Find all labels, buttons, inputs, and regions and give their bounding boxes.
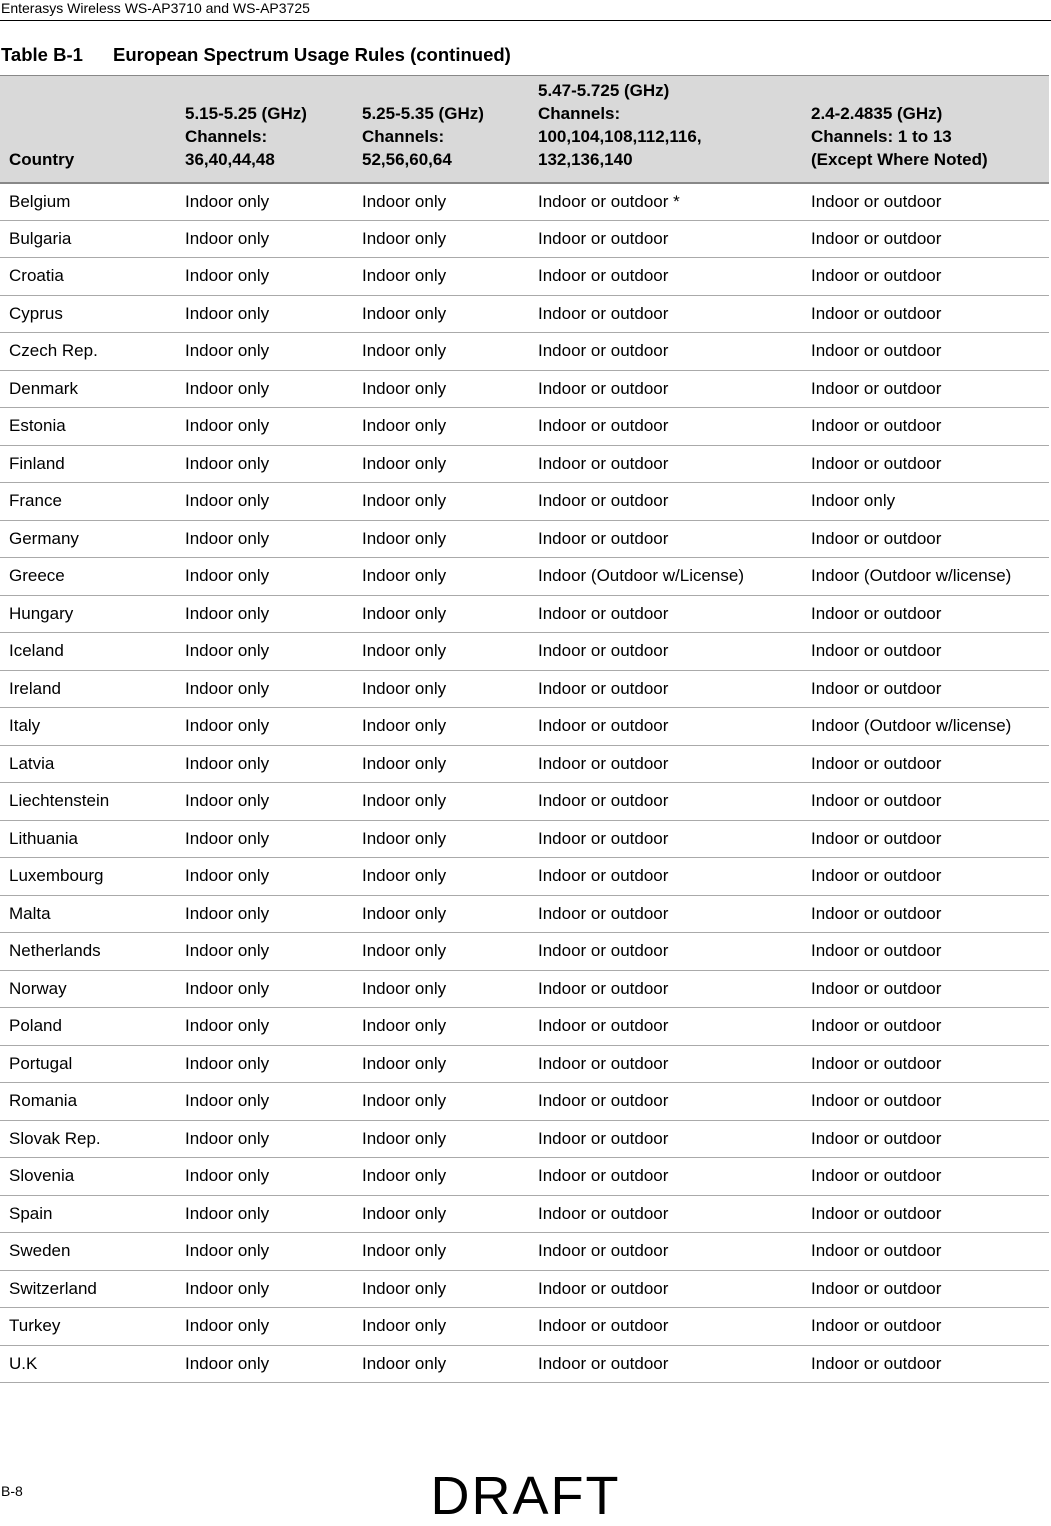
rule-cell: Indoor or outdoor <box>529 333 802 371</box>
rule-cell: Indoor only <box>176 670 353 708</box>
column-header-3 <box>529 76 802 183</box>
rule-cell: Indoor only <box>176 895 353 933</box>
rule-cell: Indoor or outdoor <box>529 1308 802 1346</box>
rule-cell: Indoor or outdoor <box>802 220 1049 258</box>
rule-cell: Indoor only <box>353 558 529 596</box>
country-cell: Poland <box>0 1008 176 1046</box>
rule-cell: Indoor or outdoor <box>529 1233 802 1271</box>
column-header-line: Channels: <box>185 126 268 146</box>
rule-cell: Indoor or outdoor <box>529 1045 802 1083</box>
country-cell: Hungary <box>0 595 176 633</box>
country-cell: Lithuania <box>0 820 176 858</box>
table-row <box>0 745 1049 783</box>
rule-cell: Indoor only <box>353 670 529 708</box>
rule-cell: Indoor only <box>176 858 353 896</box>
country-cell: Liechtenstein <box>0 783 176 821</box>
rule-cell: Indoor only <box>176 1345 353 1383</box>
table-row <box>0 1120 1049 1158</box>
country-cell: Romania <box>0 1083 176 1121</box>
rule-cell: Indoor or outdoor <box>802 1308 1049 1346</box>
country-cell: Estonia <box>0 408 176 446</box>
rule-cell: Indoor or outdoor <box>529 220 802 258</box>
spectrum-usage-table <box>0 75 1049 1383</box>
column-header-line: 52,56,60,64 <box>362 149 452 169</box>
country-cell: Latvia <box>0 745 176 783</box>
table-row <box>0 483 1049 521</box>
rule-cell: Indoor only <box>353 445 529 483</box>
table-row <box>0 1233 1049 1271</box>
rule-cell: Indoor or outdoor <box>802 445 1049 483</box>
rule-cell: Indoor only <box>353 708 529 746</box>
country-cell: Germany <box>0 520 176 558</box>
table-row <box>0 1270 1049 1308</box>
rule-cell: Indoor or outdoor * <box>529 183 802 221</box>
rule-cell: Indoor only <box>353 1045 529 1083</box>
rule-cell: Indoor only <box>353 1308 529 1346</box>
column-header-line: Channels: <box>538 103 621 123</box>
rule-cell: Indoor or outdoor <box>529 933 802 971</box>
page-number: B-8 <box>1 1483 23 1499</box>
rule-cell: Indoor or outdoor <box>802 783 1049 821</box>
rule-cell: Indoor only <box>353 970 529 1008</box>
rule-cell: Indoor or outdoor <box>802 1045 1049 1083</box>
table-row <box>0 1195 1049 1233</box>
rule-cell: Indoor only <box>176 333 353 371</box>
rule-cell: Indoor or outdoor <box>802 895 1049 933</box>
rule-cell: Indoor or outdoor <box>802 1195 1049 1233</box>
column-header-line: Channels: 1 to 13 <box>811 126 952 146</box>
country-cell: Norway <box>0 970 176 1008</box>
rule-cell: Indoor only <box>353 858 529 896</box>
table-row <box>0 520 1049 558</box>
rule-cell: Indoor only <box>353 1345 529 1383</box>
country-cell: Belgium <box>0 183 176 221</box>
rule-cell: Indoor only <box>176 258 353 296</box>
rule-cell: Indoor or outdoor <box>529 520 802 558</box>
rule-cell: Indoor or outdoor <box>802 370 1049 408</box>
rule-cell: Indoor or outdoor <box>802 1008 1049 1046</box>
rule-cell: Indoor or outdoor <box>529 1345 802 1383</box>
table-row <box>0 220 1049 258</box>
country-cell: Switzerland <box>0 1270 176 1308</box>
table-row <box>0 670 1049 708</box>
table-title <box>1 44 511 66</box>
table-body <box>0 183 1049 1383</box>
running-header: Enterasys Wireless WS-AP3710 and WS-AP3725 <box>0 0 1051 21</box>
rule-cell: Indoor only <box>353 370 529 408</box>
rule-cell: Indoor only <box>176 1045 353 1083</box>
rule-cell: Indoor only <box>176 558 353 596</box>
rule-cell: Indoor only <box>353 895 529 933</box>
column-header-line: 36,40,44,48 <box>185 149 275 169</box>
rule-cell: Indoor or outdoor <box>802 408 1049 446</box>
rule-cell: Indoor or outdoor <box>529 820 802 858</box>
table-row <box>0 258 1049 296</box>
column-header-4 <box>802 76 1049 183</box>
rule-cell: Indoor or outdoor <box>529 745 802 783</box>
rule-cell: Indoor or outdoor <box>529 1270 802 1308</box>
rule-cell: Indoor only <box>353 1195 529 1233</box>
rule-cell: Indoor only <box>176 1083 353 1121</box>
rule-cell: Indoor only <box>176 445 353 483</box>
country-cell: Luxembourg <box>0 858 176 896</box>
table-row <box>0 1158 1049 1196</box>
country-cell: Croatia <box>0 258 176 296</box>
column-header-line: 100,104,108,112,116, <box>538 126 702 146</box>
column-header-line: Country <box>9 149 75 169</box>
rule-cell: Indoor or outdoor <box>529 858 802 896</box>
rule-cell: Indoor or outdoor <box>529 483 802 521</box>
rule-cell: Indoor only <box>353 258 529 296</box>
rule-cell: Indoor (Outdoor w/license) <box>802 558 1049 596</box>
rule-cell: Indoor only <box>176 220 353 258</box>
rule-cell: Indoor or outdoor <box>802 520 1049 558</box>
country-cell: Slovak Rep. <box>0 1120 176 1158</box>
country-cell: Denmark <box>0 370 176 408</box>
table-row <box>0 595 1049 633</box>
table-row <box>0 820 1049 858</box>
rule-cell: Indoor or outdoor <box>802 858 1049 896</box>
rule-cell: Indoor only <box>176 520 353 558</box>
rule-cell: Indoor only <box>802 483 1049 521</box>
rule-cell: Indoor or outdoor <box>802 933 1049 971</box>
column-header-line: 5.47-5.725 (GHz) <box>538 80 670 100</box>
table-row <box>0 1345 1049 1383</box>
rule-cell: Indoor only <box>176 1195 353 1233</box>
country-cell: Bulgaria <box>0 220 176 258</box>
rule-cell: Indoor only <box>176 1120 353 1158</box>
rule-cell: Indoor or outdoor <box>529 1120 802 1158</box>
column-header-line: 5.25-5.35 (GHz) <box>362 103 484 123</box>
rule-cell: Indoor only <box>353 183 529 221</box>
rule-cell: Indoor only <box>176 183 353 221</box>
rule-cell: Indoor or outdoor <box>529 1195 802 1233</box>
rule-cell: Indoor or outdoor <box>802 1270 1049 1308</box>
rule-cell: Indoor or outdoor <box>529 1008 802 1046</box>
country-cell: Netherlands <box>0 933 176 971</box>
rule-cell: Indoor only <box>176 595 353 633</box>
rule-cell: Indoor or outdoor <box>802 595 1049 633</box>
rule-cell: Indoor only <box>176 370 353 408</box>
country-cell: Portugal <box>0 1045 176 1083</box>
column-header-2 <box>353 76 529 183</box>
table-row <box>0 933 1049 971</box>
rule-cell: Indoor only <box>353 1083 529 1121</box>
rule-cell: Indoor or outdoor <box>802 670 1049 708</box>
rule-cell: Indoor or outdoor <box>529 1083 802 1121</box>
table-row <box>0 970 1049 1008</box>
rule-cell: Indoor only <box>353 1270 529 1308</box>
table-row <box>0 370 1049 408</box>
country-cell: Greece <box>0 558 176 596</box>
rule-cell: Indoor or outdoor <box>802 295 1049 333</box>
rule-cell: Indoor or outdoor <box>529 295 802 333</box>
table-row <box>0 633 1049 671</box>
table-title-text: European Spectrum Usage Rules (continued) <box>113 44 511 65</box>
rule-cell: Indoor only <box>176 1233 353 1271</box>
table-row <box>0 1008 1049 1046</box>
rule-cell: Indoor only <box>353 633 529 671</box>
rule-cell: Indoor or outdoor <box>529 258 802 296</box>
rule-cell: Indoor or outdoor <box>529 633 802 671</box>
country-cell: Malta <box>0 895 176 933</box>
rule-cell: Indoor only <box>176 783 353 821</box>
table-row <box>0 445 1049 483</box>
country-cell: Slovenia <box>0 1158 176 1196</box>
table-row <box>0 858 1049 896</box>
rule-cell: Indoor or outdoor <box>529 408 802 446</box>
rule-cell: Indoor only <box>176 1308 353 1346</box>
country-cell: Turkey <box>0 1308 176 1346</box>
column-header-line: 5.15-5.25 (GHz) <box>185 103 307 123</box>
rule-cell: Indoor or outdoor <box>529 783 802 821</box>
rule-cell: Indoor or outdoor <box>529 595 802 633</box>
rule-cell: Indoor only <box>176 295 353 333</box>
rule-cell: Indoor or outdoor <box>802 820 1049 858</box>
rule-cell: Indoor only <box>353 783 529 821</box>
rule-cell: Indoor only <box>353 933 529 971</box>
country-cell: Italy <box>0 708 176 746</box>
rule-cell: Indoor only <box>353 220 529 258</box>
table-row <box>0 333 1049 371</box>
rule-cell: Indoor or outdoor <box>802 1083 1049 1121</box>
country-cell: Spain <box>0 1195 176 1233</box>
rule-cell: Indoor only <box>353 1233 529 1271</box>
table-row <box>0 708 1049 746</box>
rule-cell: Indoor only <box>176 933 353 971</box>
country-cell: Finland <box>0 445 176 483</box>
rule-cell: Indoor or outdoor <box>529 895 802 933</box>
rule-cell: Indoor only <box>353 595 529 633</box>
rule-cell: Indoor or outdoor <box>529 445 802 483</box>
country-cell: Iceland <box>0 633 176 671</box>
country-cell: U.K <box>0 1345 176 1383</box>
table-row <box>0 783 1049 821</box>
rule-cell: Indoor or outdoor <box>529 370 802 408</box>
rule-cell: Indoor only <box>176 820 353 858</box>
rule-cell: Indoor only <box>353 333 529 371</box>
rule-cell: Indoor only <box>176 745 353 783</box>
column-header-1 <box>176 76 353 183</box>
rule-cell: Indoor only <box>353 1120 529 1158</box>
country-cell: Cyprus <box>0 295 176 333</box>
column-header-line: (Except Where Noted) <box>811 149 988 169</box>
rule-cell: Indoor only <box>353 408 529 446</box>
table-row <box>0 558 1049 596</box>
country-cell: Czech Rep. <box>0 333 176 371</box>
table-label: Table B-1 <box>1 44 83 65</box>
rule-cell: Indoor or outdoor <box>802 745 1049 783</box>
rule-cell: Indoor or outdoor <box>802 1345 1049 1383</box>
table-row <box>0 1083 1049 1121</box>
draft-watermark: DRAFT <box>430 1466 621 1526</box>
rule-cell: Indoor only <box>353 745 529 783</box>
country-cell: France <box>0 483 176 521</box>
rule-cell: Indoor only <box>353 1008 529 1046</box>
rule-cell: Indoor or outdoor <box>802 258 1049 296</box>
table-row <box>0 1308 1049 1346</box>
rule-cell: Indoor or outdoor <box>529 670 802 708</box>
rule-cell: Indoor or outdoor <box>802 633 1049 671</box>
table-header-row <box>0 76 1049 183</box>
rule-cell: Indoor or outdoor <box>802 333 1049 371</box>
country-cell: Ireland <box>0 670 176 708</box>
table-row <box>0 1045 1049 1083</box>
table-row <box>0 895 1049 933</box>
rule-cell: Indoor or outdoor <box>802 1233 1049 1271</box>
rule-cell: Indoor or outdoor <box>529 708 802 746</box>
rule-cell: Indoor or outdoor <box>529 1158 802 1196</box>
rule-cell: Indoor or outdoor <box>529 970 802 1008</box>
rule-cell: Indoor or outdoor <box>802 1158 1049 1196</box>
rule-cell: Indoor (Outdoor w/license) <box>802 708 1049 746</box>
rule-cell: Indoor only <box>176 483 353 521</box>
rule-cell: Indoor or outdoor <box>802 183 1049 221</box>
rule-cell: Indoor only <box>353 520 529 558</box>
country-cell: Sweden <box>0 1233 176 1271</box>
rule-cell: Indoor only <box>353 295 529 333</box>
rule-cell: Indoor only <box>353 820 529 858</box>
rule-cell: Indoor or outdoor <box>802 970 1049 1008</box>
column-header-line: 2.4-2.4835 (GHz) <box>811 103 943 123</box>
column-header-0 <box>0 76 176 183</box>
table-row <box>0 183 1049 221</box>
rule-cell: Indoor only <box>176 633 353 671</box>
table-row <box>0 408 1049 446</box>
rule-cell: Indoor or outdoor <box>802 1120 1049 1158</box>
column-header-line: Channels: <box>362 126 445 146</box>
column-header-line: 132,136,140 <box>538 149 633 169</box>
rule-cell: Indoor only <box>176 1008 353 1046</box>
rule-cell: Indoor only <box>176 708 353 746</box>
rule-cell: Indoor only <box>353 483 529 521</box>
rule-cell: Indoor (Outdoor w/License) <box>529 558 802 596</box>
rule-cell: Indoor only <box>353 1158 529 1196</box>
rule-cell: Indoor only <box>176 1270 353 1308</box>
rule-cell: Indoor only <box>176 970 353 1008</box>
rule-cell: Indoor only <box>176 408 353 446</box>
rule-cell: Indoor only <box>176 1158 353 1196</box>
table-row <box>0 295 1049 333</box>
